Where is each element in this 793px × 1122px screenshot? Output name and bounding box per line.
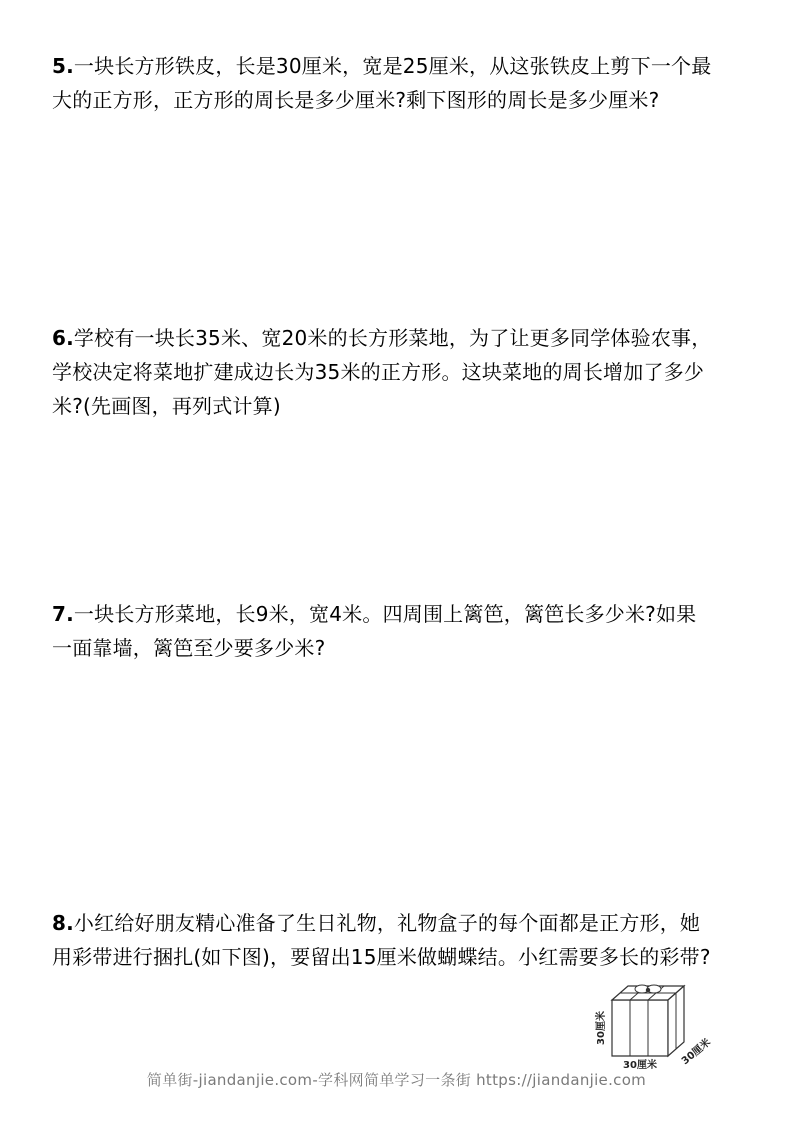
problem-5-number: 5. [52, 54, 74, 78]
problem-6-text-3: 米?(先画图，再列式计算) [52, 394, 281, 418]
problem-6-text-2: 学校决定将菜地扩建成边长为35米的正方形。这块菜地的周长增加了多少 [52, 360, 705, 384]
label-height: 30厘米 [596, 1011, 607, 1045]
problem-7-line-1 [52, 597, 752, 631]
page-footer-watermark: 简单街-jiandanjie.com-学科网简单学习一条街 https://jiandanjie.com [146, 1071, 647, 1089]
problem-5-line-1 [52, 49, 752, 83]
problem-7 [52, 597, 752, 665]
problem-7-text-1: 一块长方形菜地，长9米，宽4米。四周围上篱笆，篱笆长多少米?如果 [73, 602, 697, 626]
box-front-face [612, 1000, 668, 1056]
bow-knot [646, 988, 650, 992]
problem-8 [52, 906, 752, 974]
problem-6-line-1 [52, 321, 752, 355]
problem-8-text-1: 小红给好朋友精心准备了生日礼物，礼物盒子的每个面都是正方形，她 [73, 911, 701, 935]
problem-8-line-1 [52, 906, 752, 940]
problem-6-number: 6. [52, 326, 74, 350]
problem-7-text-2: 一面靠墙，篱笆至少要多少米? [52, 636, 326, 660]
gift-box-drawing [590, 976, 720, 1076]
gift-box-figure [590, 976, 720, 1076]
problem-6 [52, 321, 752, 423]
problem-5-text-2: 大的正方形，正方形的周长是多少厘米?剩下图形的周长是多少厘米? [52, 88, 660, 112]
label-depth: 30厘米 [679, 1036, 713, 1068]
problem-8-text-2: 用彩带进行捆扎(如下图)，要留出15厘米做蝴蝶结。小红需要多长的彩带? [52, 945, 711, 969]
problem-5-text-1: 一块长方形铁皮，长是30厘米，宽是25厘米，从这张铁皮上剪下一个最 [73, 54, 712, 78]
problem-6-text-1: 学校有一块长35米、宽20米的长方形菜地，为了让更多同学体验农事， [73, 326, 712, 350]
problem-5 [52, 49, 752, 117]
problem-8-number: 8. [52, 911, 74, 935]
problem-7-number: 7. [52, 602, 74, 626]
label-width: 30厘米 [623, 1060, 657, 1071]
